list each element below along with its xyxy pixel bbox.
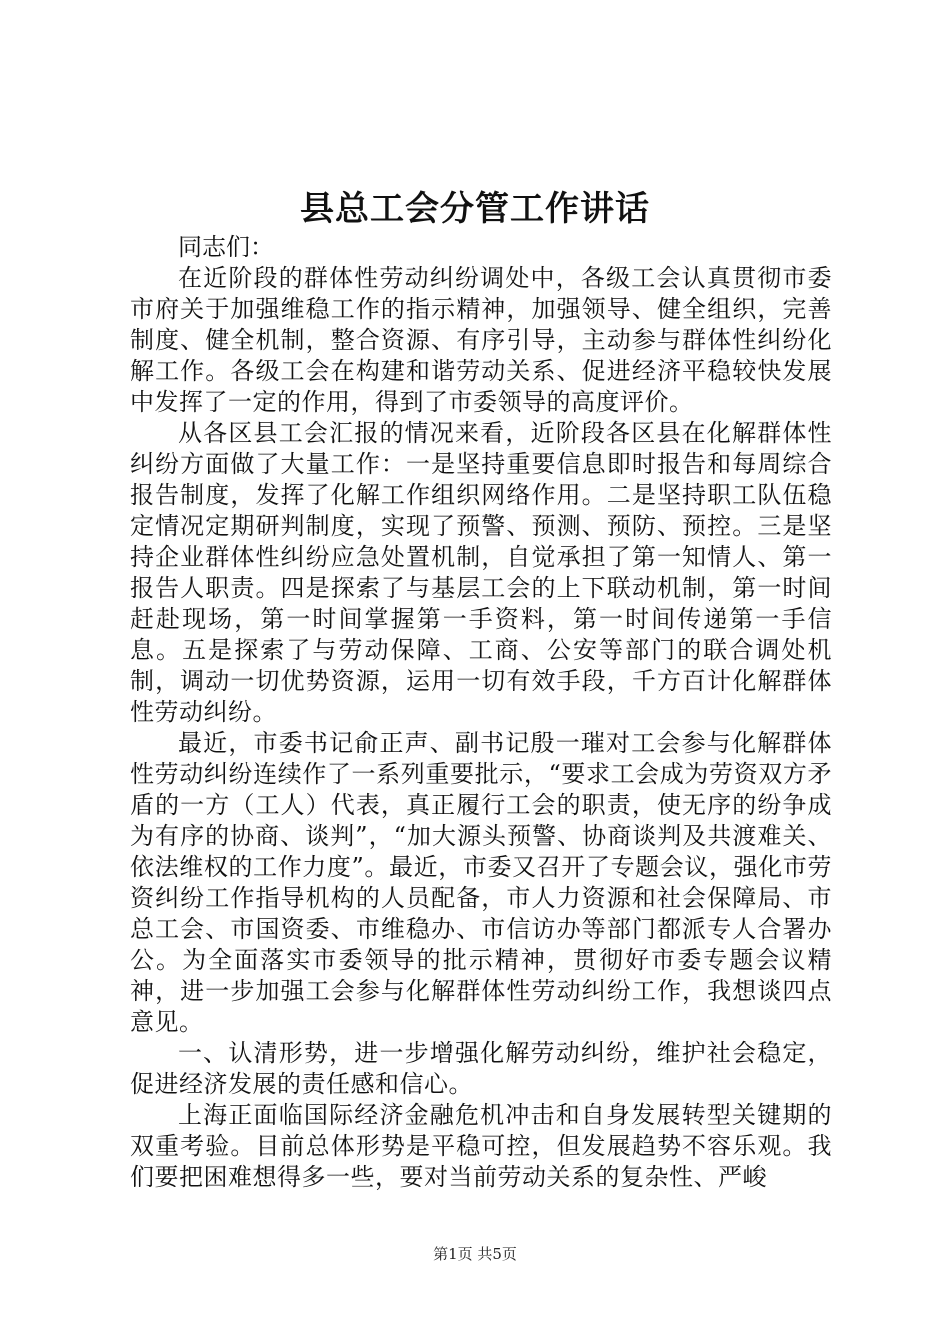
page-footer: 第1页 共5页: [433, 1245, 517, 1263]
paragraph: 从各区县工会汇报的情况来看，近阶段各区县在化解群体性纠纷方面做了大量工作：一是坚持重要信息即时报告和每周综合报告制度，发挥了化解工作组织网络作用。二是坚持职工队伍稳定情况定期研判制度，实现了预警、预测、预防、预控。三是坚持企业群体性纠纷应急处置机制，自觉承担了第一知情人、第一报告人职责。四是探索了与基层工会的上下联动机制，第一时间赶赴现场，第一时间掌握第一手资料，第一时间传递第一手信息。五是探索了与劳动保障、工商、公安等部门的联合调处机制，调动一切优势资源，运用一切有效手段，千方百计化解群体性劳动纠纷。: [130, 419, 832, 726]
paragraph: 在近阶段的群体性劳动纠纷调处中，各级工会认真贯彻市委市府关于加强维稳工作的指示精神，加强领导、健全组织，完善制度、健全机制，整合资源、有序引导，主动参与群体性纠纷化解工作。各级工会在构建和谐劳动关系、促进经济平稳较快发展中发挥了一定的作用，得到了市委领导的高度评价。: [130, 264, 832, 416]
document-title: 县总工会分管工作讲话: [300, 189, 650, 229]
document-body: [130, 232, 832, 1193]
paragraph: 上海正面临国际经济金融危机冲击和自身发展转型关键期的双重考验。目前总体形势是平稳可控，但发展趋势不容乐观。我们要把困难想得多一些，要对当前劳动关系的复杂性、严峻: [130, 1101, 832, 1191]
section-heading: 一、认清形势，进一步增强化解劳动纠纷，维护社会稳定，促进经济发展的责任感和信心。: [130, 1039, 832, 1098]
paragraph: 最近，市委书记俞正声、副书记殷一璀对工会参与化解群体性劳动纠纷连续作了一系列重要批示，“要求工会成为劳资双方矛盾的一方（工人）代表，真正履行工会的职责，使无序的纷争成为有序的协商、谈判”，“加大源头预警、协商谈判及共渡难关、依法维权的工作力度”。最近，市委又召开了专题会议，强化市劳资纠纷工作指导机构的人员配备，市人力资源和社会保障局、市总工会、市国资委、市维稳办、市信访办等部门都派专人合署办公。为全面落实市委领导的批示精神，贯彻好市委专题会议精神，进一步加强工会参与化解群体性劳动纠纷工作，我想谈四点意见。: [130, 729, 832, 1036]
salutation: 同志们：: [178, 233, 274, 261]
